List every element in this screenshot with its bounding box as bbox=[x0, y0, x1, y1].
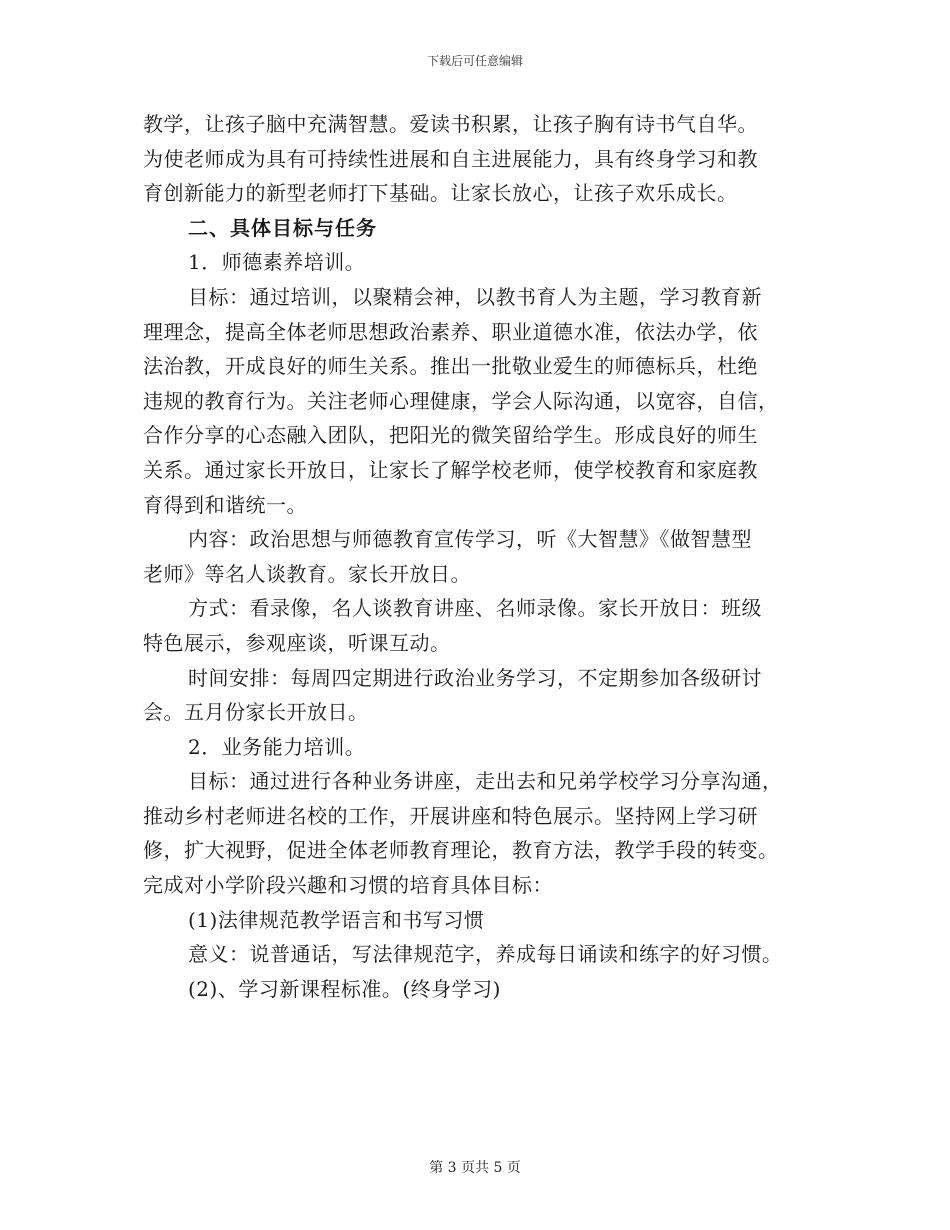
page-header: 下载后可任意编辑 bbox=[426, 54, 523, 68]
text-line: 内容：政治思想与师德教育宣传学习，听《大智慧》《做智慧型 bbox=[188, 527, 752, 552]
text-line: 意义：说普通话，写法律规范字，养成每日诵读和练字的好习惯。 bbox=[188, 942, 783, 967]
text-line: 合作分享的心态融入团队，把阳光的微笑留给学生。形成良好的师生 bbox=[143, 423, 758, 448]
subsection-heading: 1．师德素养培训。 bbox=[188, 250, 366, 275]
text-line: 老师》等名人谈教育。家长开放日。 bbox=[143, 561, 471, 586]
text-line: 法治教，开成良好的师生关系。推出一批敬业爱生的师德标兵，杜绝 bbox=[143, 354, 758, 379]
page-number: 第 3 页共 5 页 bbox=[429, 1160, 521, 1176]
text-line: 会。五月份家长开放日。 bbox=[143, 700, 369, 725]
text-line: 育创新能力的新型老师打下基础。让家长放心，让孩子欢乐成长。 bbox=[143, 181, 738, 206]
text-line: 修，扩大视野，促进全体老师教育理论，教育方法，教学手段的转变。 bbox=[143, 838, 779, 863]
text-line: 为使老师成为具有可持续性进展和自主进展能力，具有终身学习和教 bbox=[143, 146, 758, 171]
text-line: 目标：通过培训，以聚精会神，以教书育人为主题，学习教育新 bbox=[188, 284, 762, 309]
text-line: 关系。通过家长开放日，让家长了解学校老师，使学校教育和家庭教 bbox=[143, 457, 758, 482]
subsection-heading: 2．业务能力培训。 bbox=[188, 734, 366, 759]
text-line: 育得到和谐统一。 bbox=[143, 492, 307, 517]
text-line: 目标：通过进行各种业务讲座，走出去和兄弟学校学习分享沟通， bbox=[188, 769, 783, 794]
text-line: 推动乡村老师进名校的工作，开展讲座和特色展示。坚持网上学习研 bbox=[143, 803, 758, 828]
text-line: 理理念，提高全体老师思想政治素养、职业道德水准，依法办学，依 bbox=[143, 319, 758, 344]
text-line: 特色展示，参观座谈，听课互动。 bbox=[143, 630, 451, 655]
document-body bbox=[143, 107, 823, 1006]
text-line: 时间安排：每周四定期进行政治业务学习，不定期参加各级研讨 bbox=[188, 665, 762, 690]
text-line: 教学，让孩子脑中充满智慧。爱读书积累，让孩子胸有诗书气自华。 bbox=[143, 112, 758, 136]
list-item: (2)、学习新课程标准。(终身学习) bbox=[188, 976, 501, 1001]
text-line: 违规的教育行为。关注老师心理健康，学会人际沟通，以宽容，自信， bbox=[143, 388, 779, 413]
text-line: 完成对小学阶段兴趣和习惯的培育具体目标： bbox=[143, 873, 553, 898]
list-item: (1)法律规范教学语言和书写习惯 bbox=[188, 907, 485, 932]
section-heading: 二、具体目标与任务 bbox=[188, 215, 377, 240]
text-line: 方式：看录像，名人谈教育讲座、名师录像。家长开放日：班级 bbox=[188, 596, 762, 621]
